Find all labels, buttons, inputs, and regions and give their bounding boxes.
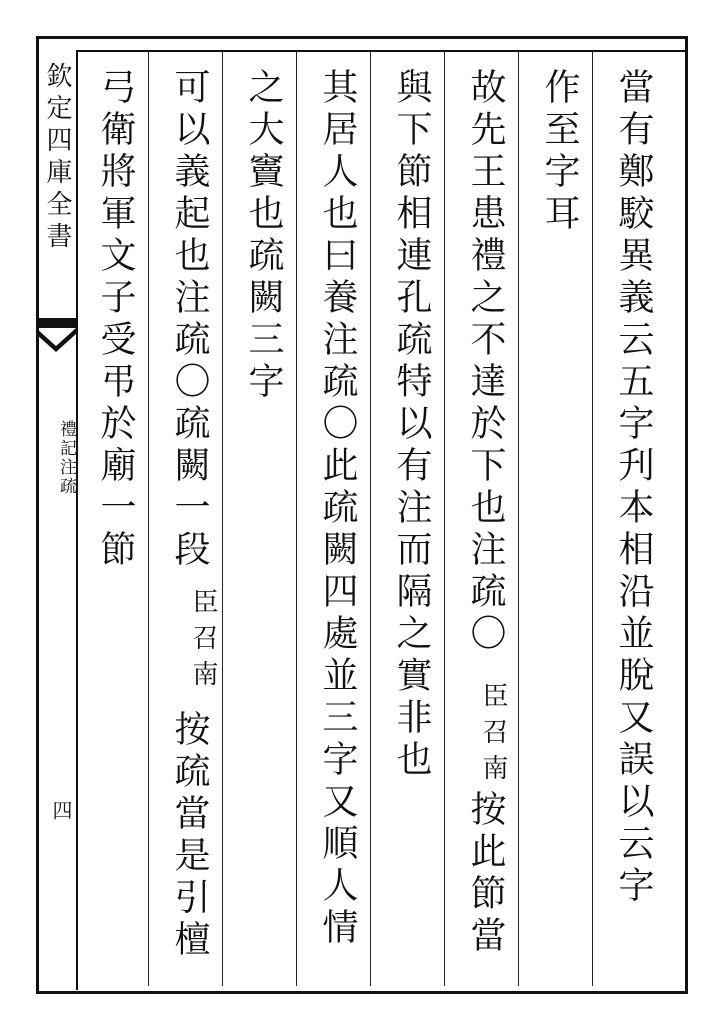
margin-page-number: 四 [49,800,73,820]
annotation-text-2: 按疏當是引檀 [169,710,210,962]
annotation-text-1: 按此節當 [465,790,506,958]
column-rule [370,52,371,986]
text-column-2: 作至字耳 [539,68,580,236]
text-column-7: 可以義起也注疏〇疏闕一段 [169,68,210,572]
column-rule [296,52,297,986]
fish-tail-ornament-icon [36,318,76,360]
annotation-name-1: 臣召南 [478,682,508,790]
margin-section-title: 禮記注疏 [56,420,76,496]
text-column-4: 與下節相連孔疏特以有注而隔之實非也 [391,68,432,782]
column-rule [592,52,593,986]
margin-book-title: 欽定四庫全書 [42,62,72,254]
column-rule [222,52,223,986]
column-rule [518,52,519,986]
column-rule [148,52,149,986]
text-column-1: 當有鄭駮異義云五字刋本相沿並脫又誤以云字 [613,68,654,908]
text-column-8: 弓衛將軍文子受弔於廟一節 [95,68,136,572]
annotation-name-2: 臣召南 [188,588,218,696]
text-column-6: 之大竇也疏闕三字 [243,68,284,404]
text-column-3: 故先王患禮之不達於下也注疏〇 [465,68,506,656]
column-rule [444,52,445,986]
text-column-5: 其居人也曰養注疏〇此疏闕四處並三字又順人情 [317,68,358,950]
